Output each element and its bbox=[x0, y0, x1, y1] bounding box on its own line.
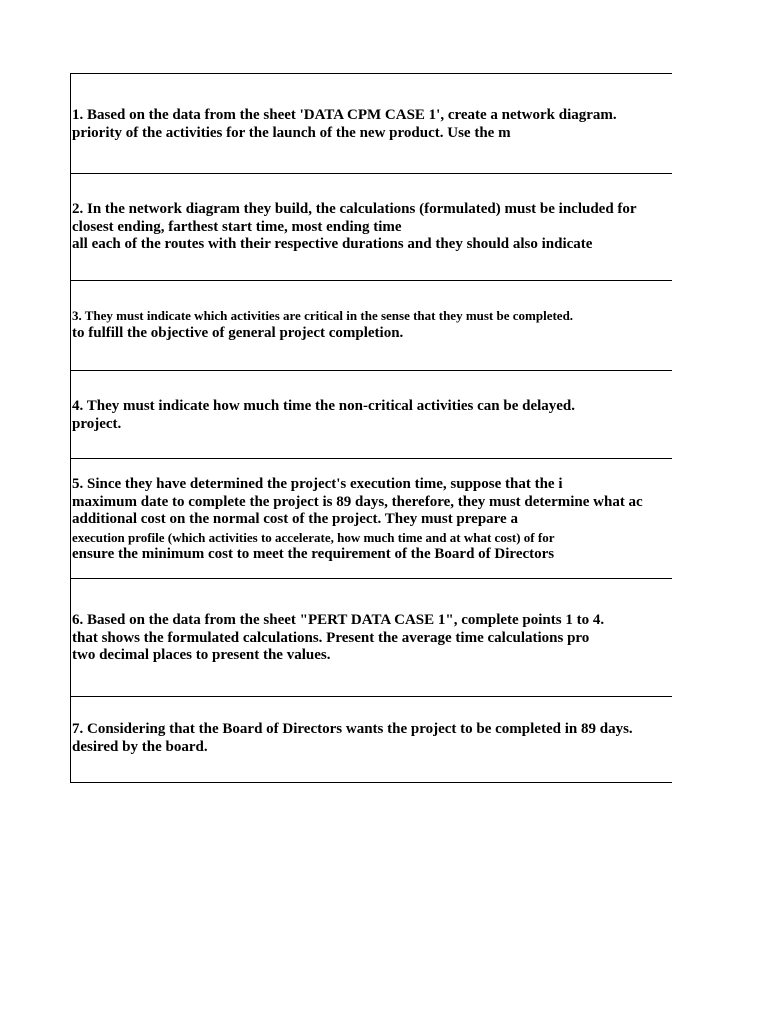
instruction-3-line-1: 3. They must indicate which activities are critical in the sense that they must be completed. bbox=[72, 308, 574, 323]
instruction-6-line-3: two decimal places to present the values. bbox=[72, 647, 331, 663]
instruction-text-1 bbox=[72, 107, 617, 142]
instruction-text-5 bbox=[72, 476, 643, 564]
instruction-7-line-2: desired by the board. bbox=[72, 738, 208, 755]
instruction-cell-3[interactable] bbox=[71, 281, 672, 371]
instruction-6-line-2: that shows the formulated calculations. Present the average time calculations pro bbox=[72, 629, 590, 646]
instruction-4-line-2: project. bbox=[72, 415, 122, 432]
instruction-text-3 bbox=[72, 307, 573, 342]
instruction-5-line-4: execution profile (which activities to accelerate, how much time and at what cost) of for bbox=[72, 529, 555, 545]
instruction-5-line-1: 5. Since they have determined the project's execution time, suppose that the i bbox=[72, 476, 563, 492]
instruction-text-7 bbox=[72, 721, 633, 756]
instruction-text-6 bbox=[72, 612, 604, 665]
instruction-cell-1[interactable] bbox=[71, 74, 672, 174]
instruction-1-line-1: 1. Based on the data from the sheet 'DATA CPM CASE 1', create a network diagram. bbox=[72, 107, 617, 123]
instruction-sheet bbox=[70, 73, 672, 783]
instruction-cell-4[interactable] bbox=[71, 371, 672, 459]
instruction-7-line-1: 7. Considering that the Board of Directors wants the project to be completed in 89 days. bbox=[72, 721, 633, 737]
instruction-text-2 bbox=[72, 201, 637, 254]
instruction-cell-5[interactable] bbox=[71, 459, 672, 579]
instruction-4-line-1: 4. They must indicate how much time the non-critical activities can be delayed. bbox=[72, 398, 576, 414]
instruction-cell-7[interactable] bbox=[71, 697, 672, 783]
instruction-5-line-2: maximum date to complete the project is 89 days, therefore, they must determine what ac bbox=[72, 493, 643, 510]
instruction-5-line-5: ensure the minimum cost to meet the requirement of the Board of Directors bbox=[72, 546, 555, 562]
instruction-text-4 bbox=[72, 398, 575, 433]
instruction-2-line-1: 2. In the network diagram they build, the calculations (formulated) must be included for bbox=[72, 201, 637, 217]
instruction-2-line-3: all each of the routes with their respective durations and they should also indicate bbox=[72, 236, 593, 252]
instruction-cell-6[interactable] bbox=[71, 579, 672, 697]
instruction-3-line-2: to fulfill the objective of general project completion. bbox=[72, 324, 404, 341]
instruction-5-line-3: additional cost on the normal cost of the project. They must prepare a bbox=[72, 511, 518, 527]
instruction-6-line-1: 6. Based on the data from the sheet "PERT DATA CASE 1", complete points 1 to 4. bbox=[72, 612, 605, 628]
instruction-2-line-2: closest ending, farthest start time, most ending time bbox=[72, 218, 402, 235]
instruction-1-line-2: priority of the activities for the launch of the new product. Use the m bbox=[72, 124, 511, 141]
instruction-cell-2[interactable] bbox=[71, 174, 672, 281]
